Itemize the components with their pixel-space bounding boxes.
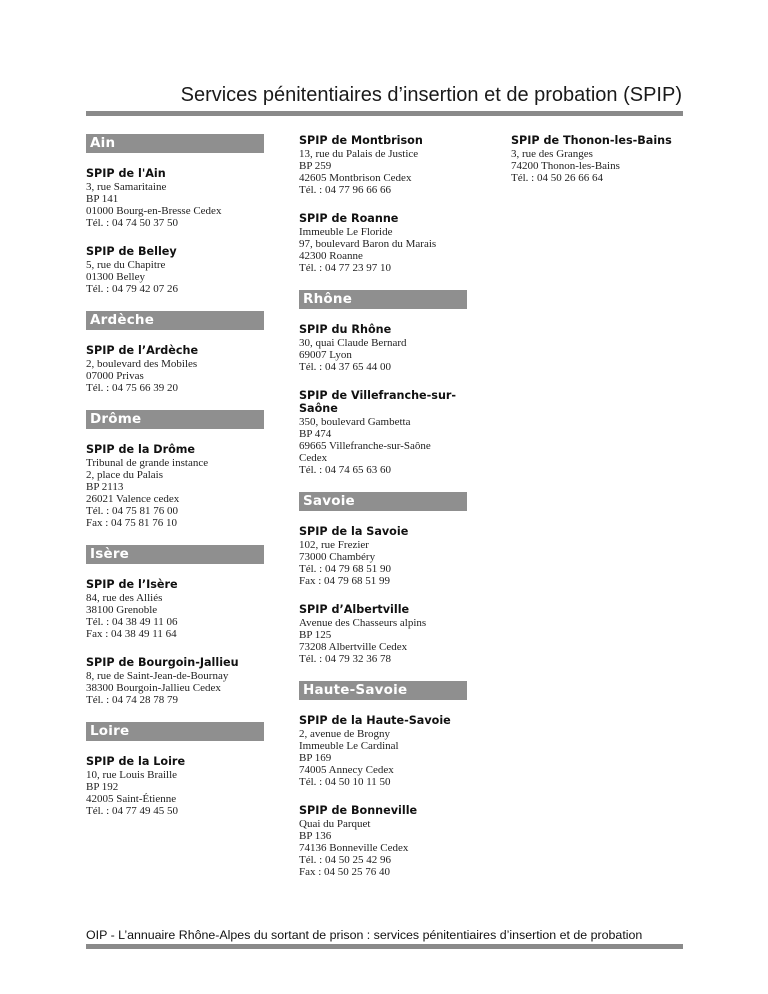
address-line: 2, place du Palais — [86, 469, 163, 481]
address-line: Immeuble Le Cardinal — [299, 740, 399, 752]
address-line: Tél. : 04 79 68 51 90 — [299, 563, 391, 575]
office-name: SPIP de l'Ain — [86, 167, 166, 180]
region-heading: Haute-Savoie — [299, 681, 467, 700]
office-entry — [86, 167, 264, 229]
address-line: BP 474 — [299, 428, 332, 440]
address-line: 2, boulevard des Mobiles — [86, 358, 198, 370]
address-line: 84, rue des Alliés — [86, 592, 163, 604]
address-line: Tél. : 04 50 26 66 64 — [511, 172, 603, 184]
office-name: SPIP de Thonon-les-Bains — [511, 134, 672, 147]
address-line: 26021 Valence cedex — [86, 493, 180, 505]
office-entry — [299, 389, 467, 476]
column-3 — [511, 134, 683, 200]
address-line: 01000 Bourg-en-Bresse Cedex — [86, 205, 222, 217]
address-line: Tél. : 04 77 96 66 66 — [299, 184, 391, 196]
footer-rule — [86, 944, 683, 949]
address-line: Tél. : 04 50 25 42 96 — [299, 854, 391, 866]
office-name: SPIP de la Savoie — [299, 525, 409, 538]
office-name: SPIP de Belley — [86, 245, 177, 258]
office-entry — [299, 603, 467, 665]
address-line: 38100 Grenoble — [86, 604, 158, 616]
address-line: 74005 Annecy Cedex — [299, 764, 394, 776]
region-heading: Ain — [86, 134, 264, 153]
address-line: 07000 Privas — [86, 370, 144, 382]
column-1 — [86, 134, 264, 833]
office-entry — [299, 134, 467, 196]
address-line: BP 136 — [299, 830, 332, 842]
address-line: 69665 Villefranche-sur-Saône — [299, 440, 431, 452]
address-line: Avenue des Chasseurs alpins — [299, 617, 427, 629]
office-entry — [86, 578, 264, 640]
address-line: Tél. : 04 38 49 11 06 — [86, 616, 178, 628]
address-line: Tél. : 04 77 49 45 50 — [86, 805, 178, 817]
office-name: SPIP de la Loire — [86, 755, 186, 768]
address-line: Tribunal de grande instance — [86, 457, 209, 469]
office-entry — [299, 804, 467, 878]
office-entry — [299, 323, 467, 373]
address-line: Tél. : 04 75 81 76 00 — [86, 505, 178, 517]
office-name: SPIP de Villefranche-sur-Saône — [299, 389, 457, 415]
address-line: Fax : 04 75 81 76 10 — [86, 517, 178, 529]
address-line: BP 259 — [299, 160, 332, 172]
address-line: BP 192 — [86, 781, 119, 793]
region-heading: Rhône — [299, 290, 467, 309]
address-line: Tél. : 04 75 66 39 20 — [86, 382, 178, 394]
address-line: Fax : 04 50 25 76 40 — [299, 866, 391, 878]
header-rule — [86, 111, 683, 116]
office-name: SPIP de l’Ardèche — [86, 344, 199, 357]
address-line: 42605 Montbrison Cedex — [299, 172, 412, 184]
column-2 — [299, 134, 467, 894]
address-line: 13, rue du Palais de Justice — [299, 148, 419, 160]
region-heading: Drôme — [86, 410, 264, 429]
address-line: 73208 Albertville Cedex — [299, 641, 408, 653]
address-line: Quai du Parquet — [299, 818, 371, 830]
office-name: SPIP du Rhône — [299, 323, 392, 336]
address-line: Fax : 04 79 68 51 99 — [299, 575, 391, 587]
address-line: Tél. : 04 74 28 78 79 — [86, 694, 178, 706]
address-line: 30, quai Claude Bernard — [299, 337, 407, 349]
region-heading: Savoie — [299, 492, 467, 511]
office-entry — [86, 443, 264, 529]
address-line: 97, boulevard Baron du Marais — [299, 238, 437, 250]
office-name: SPIP de Bourgoin-Jallieu — [86, 656, 239, 669]
address-line: Tél. : 04 74 50 37 50 — [86, 217, 178, 229]
address-line: Tél. : 04 79 42 07 26 — [86, 283, 178, 295]
address-line: 38300 Bourgoin-Jallieu Cedex — [86, 682, 221, 694]
office-entry — [86, 344, 264, 394]
office-entry — [511, 134, 683, 184]
address-line: Tél. : 04 37 65 44 00 — [299, 361, 391, 373]
office-entry — [86, 245, 264, 295]
office-entry — [86, 755, 264, 817]
region-heading: Loire — [86, 722, 264, 741]
office-entry — [299, 714, 467, 788]
address-line: Fax : 04 38 49 11 64 — [86, 628, 177, 640]
address-line: 10, rue Louis Braille — [86, 769, 178, 781]
region-heading: Isère — [86, 545, 264, 564]
address-line: 42005 Saint-Étienne — [86, 793, 177, 805]
office-entry — [299, 525, 467, 587]
address-line: 74200 Thonon-les-Bains — [511, 160, 620, 172]
address-line: BP 141 — [86, 193, 119, 205]
address-line: 01300 Belley — [86, 271, 145, 283]
address-line: 69007 Lyon — [299, 349, 352, 361]
office-name: SPIP de Montbrison — [299, 134, 423, 147]
address-line: 3, rue Samaritaine — [86, 181, 167, 193]
office-name: SPIP de l’Isère — [86, 578, 178, 591]
office-entry — [299, 212, 467, 274]
address-line: BP 125 — [299, 629, 332, 641]
address-line: 73000 Chambéry — [299, 551, 376, 563]
address-line: 74136 Bonneville Cedex — [299, 842, 409, 854]
address-line: 3, rue des Granges — [511, 148, 593, 160]
office-name: SPIP d’Albertville — [299, 603, 410, 616]
address-line: Immeuble Le Floride — [299, 226, 393, 238]
address-line: Tél. : 04 74 65 63 60 — [299, 464, 391, 476]
page-footer: OIP - L’annuaire Rhône-Alpes du sortant de prison : services pénitentiaires d’insertion et de probation — [86, 928, 643, 942]
address-line: 42300 Roanne — [299, 250, 363, 262]
address-line: 2, avenue de Brogny — [299, 728, 391, 740]
page-title: Services pénitentiaires d’insertion et de probation (SPIP) — [180, 84, 682, 106]
region-heading: Ardèche — [86, 311, 264, 330]
address-line: 5, rue du Chapitre — [86, 259, 166, 271]
office-name: SPIP de Bonneville — [299, 804, 418, 817]
address-line: Tél. : 04 77 23 97 10 — [299, 262, 391, 274]
address-line: 102, rue Frezier — [299, 539, 369, 551]
address-line: 350, boulevard Gambetta — [299, 416, 411, 428]
office-name: SPIP de Roanne — [299, 212, 399, 225]
address-line: Tél. : 04 50 10 11 50 — [299, 776, 391, 788]
office-entry — [86, 656, 264, 706]
office-name: SPIP de la Drôme — [86, 443, 196, 456]
office-name: SPIP de la Haute-Savoie — [299, 714, 451, 727]
address-line: Cedex — [299, 452, 328, 464]
address-line: 8, rue de Saint-Jean-de-Bournay — [86, 670, 229, 682]
address-line: BP 169 — [299, 752, 332, 764]
address-line: BP 2113 — [86, 481, 124, 493]
address-line: Tél. : 04 79 32 36 78 — [299, 653, 391, 665]
